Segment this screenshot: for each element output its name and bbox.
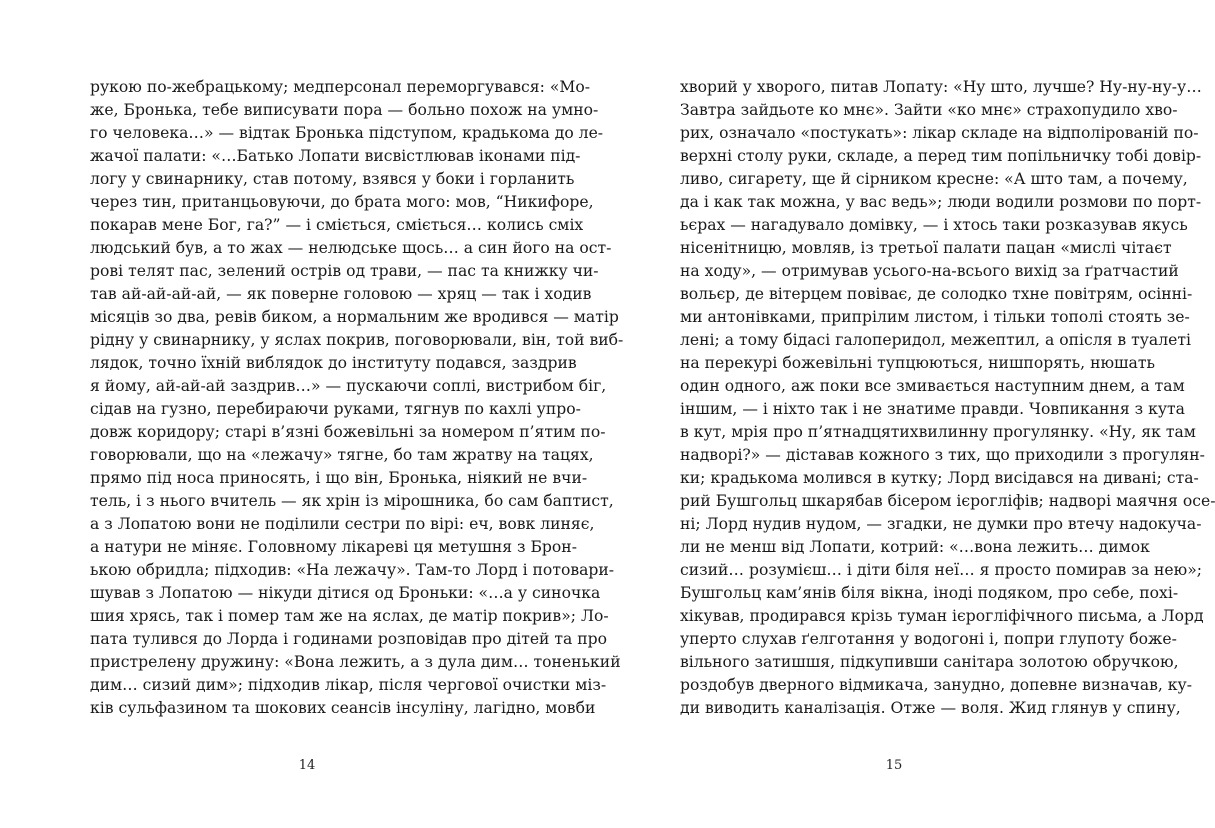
text-line: надворі?» — діставав кожного з тих, що приходили з прогулян- <box>680 446 1205 464</box>
text-line: жачої палати: «…Батько Лопати висвістлював іконами під- <box>90 147 581 165</box>
right-page-number: 15 <box>885 758 903 773</box>
text-line: ків сульфазином та шокових сеансів інсуліну, лагідно, мовби <box>90 699 596 717</box>
text-line: рукою по-жебрацькому; медперсонал переморгувався: «Мо- <box>90 78 590 96</box>
text-line: ні; Лорд нудив нудом, — згадки, не думки про втечу надокуча- <box>680 515 1202 533</box>
text-line: же, Бронька, тебе виписувати пора — больно похож на умно- <box>90 101 599 119</box>
text-line: ливо, сигарету, ще й сірником кресне: «А што там, а почему, <box>680 170 1188 188</box>
text-line: роздобув дверного відмикача, занудно, допевне визначав, ку- <box>680 676 1192 694</box>
text-line: рий Бушгольц шкарябав бісером ієрогліфів; надворі маячня осе- <box>680 492 1215 510</box>
text-line: довж коридору; старі в’язні божевільні за номером п’ятим по- <box>90 423 606 441</box>
text-line: дим… сизий дим»; підходив лікар, після чергової очистки міз- <box>90 676 607 694</box>
text-line: хікував, продирався крізь туман ієрогліфічного письма, а Лорд <box>680 607 1204 625</box>
text-line: го человека…» — відтак Бронька підступом, крадькома до ле- <box>90 124 604 142</box>
text-line: вольєр, де вітерцем повіває, де солодко тхне повітрям, осінні- <box>680 285 1193 303</box>
text-line: ькою обридла; підходив: «На лежачу». Там-то Лорд і потовари- <box>90 561 615 579</box>
text-line: сизий… розумієш… і діти біля неї… я просто помирав за нею»; <box>680 561 1202 579</box>
text-line: а натури не міняє. Головному лікареві ця метушня з Брон- <box>90 538 577 556</box>
text-line: на ходу», — отримував усього-на-всього вихід за ґратчастий <box>680 262 1179 280</box>
text-line: покарав мене Бог, га?” — і сміється, сміється… колись сміх <box>90 216 584 234</box>
text-line: говорювали, що на «лежачу» тягне, бо там жратву на тацях, <box>90 446 594 464</box>
text-line: на перекурі божевільні тупцюються, нишпорять, нюшать <box>680 354 1155 372</box>
text-line: іншим, — і ніхто так і не знатиме правди. Човпикання з кута <box>680 400 1185 418</box>
right-page-text <box>680 76 1215 720</box>
text-line: через тин, пританцьовуючи, до брата мого: мов, “Никифоре, <box>90 193 594 211</box>
text-line: хворий у хворого, питав Лопату: «Ну што, лучше? Ну-ну-ну-у… <box>680 78 1202 96</box>
text-line: прямо під носа приносять, і що він, Бронька, ніякий не вчи- <box>90 469 588 487</box>
text-line: рих, означало «постукать»: лікар складе на відполірованій по- <box>680 124 1199 142</box>
text-line: тав ай-ай-ай-ай, — як поверне головою — хряц — так і ходив <box>90 285 592 303</box>
text-line: ьєрах — нагадувало домівку, — і хтось таки розказував якусь <box>680 216 1188 234</box>
text-line: місяців зо два, ревів биком, а нормальним же вродився — матір <box>90 308 619 326</box>
text-line: один одного, аж поки все змивається наступним днем, а там <box>680 377 1185 395</box>
text-line: шував з Лопатою — нікуди дітися од Броньки: «…а у синочка <box>90 584 601 602</box>
text-line: лядок, точно їхній виблядок до інституту подався, заздрив <box>90 354 577 372</box>
text-line: шия хрясь, так і помер там же на яслах, де матір покрив»; Ло- <box>90 607 609 625</box>
text-line: рідну у свинарнику, у яслах покрив, поговорювали, він, той виб- <box>90 331 624 349</box>
text-line: логу у свинарнику, став потому, взявся у боки і горланить <box>90 170 575 188</box>
text-line: людський був, а то жах — нелюдське щось… а син його на ост- <box>90 239 612 257</box>
text-line: нісенітницю, мовляв, із третьої палати пацан «мислі чітаєт <box>680 239 1172 257</box>
text-line: в кут, мрія про п’ятнадцятихвилинну прогулянку. «Ну, як там <box>680 423 1196 441</box>
left-page-number: 14 <box>298 758 316 773</box>
text-line: пата тулився до Лорда і годинами розповідав про дітей та про <box>90 630 608 648</box>
text-line: Завтра зайдьоте ко мнє». Зайти «ко мнє» страхопудило хво- <box>680 101 1178 119</box>
text-line: уперто слухав ґелготання у водогоні і, попри глупоту боже- <box>680 630 1177 648</box>
text-line: Бушгольц кам’янів біля вікна, іноді подяком, про себе, похі- <box>680 584 1179 602</box>
text-line: ди виводить каналізація. Отже — воля. Жид глянув у спину, <box>680 699 1181 717</box>
right-page <box>600 0 1215 828</box>
text-line: рові телят пас, зелений острів од трави, — пас та книжку чи- <box>90 262 599 280</box>
text-line: ки; крадькома молився в кутку; Лорд висідався на дивані; ста- <box>680 469 1199 487</box>
text-line: да і как так можна, у вас ведь»; люди водили розмови по порт- <box>680 193 1202 211</box>
text-line: лені; а тому бідасі галоперидол, межептил, а опісля в туалеті <box>680 331 1191 349</box>
left-page-text <box>90 76 624 720</box>
text-line: вільного затишшя, підкупивши санітара золотою обручкою, <box>680 653 1179 671</box>
text-line: верхні столу руки, складе, а перед тим попільничку тобі довір- <box>680 147 1202 165</box>
text-line: ли не менш від Лопати, котрий: «…вона лежить… димок <box>680 538 1150 556</box>
text-line: сідав на гузно, перебираючи руками, тягнув по кахлі упро- <box>90 400 581 418</box>
text-line: пристрелену дружину: «Вона лежить, а з дула дим… тоненький <box>90 653 621 671</box>
text-line: тель, і з нього вчитель — як хрін із мірошника, бо сам баптист, <box>90 492 614 510</box>
text-line: ми антонівками, припрілим листом, і тільки тополі стоять зе- <box>680 308 1190 326</box>
text-line: я йому, ай-ай-ай заздрив…» — пускаючи соплі, вистрибом біг, <box>90 377 607 395</box>
text-line: а з Лопатою вони не поділили сестри по вірі: еч, вовк линяє, <box>90 515 595 533</box>
